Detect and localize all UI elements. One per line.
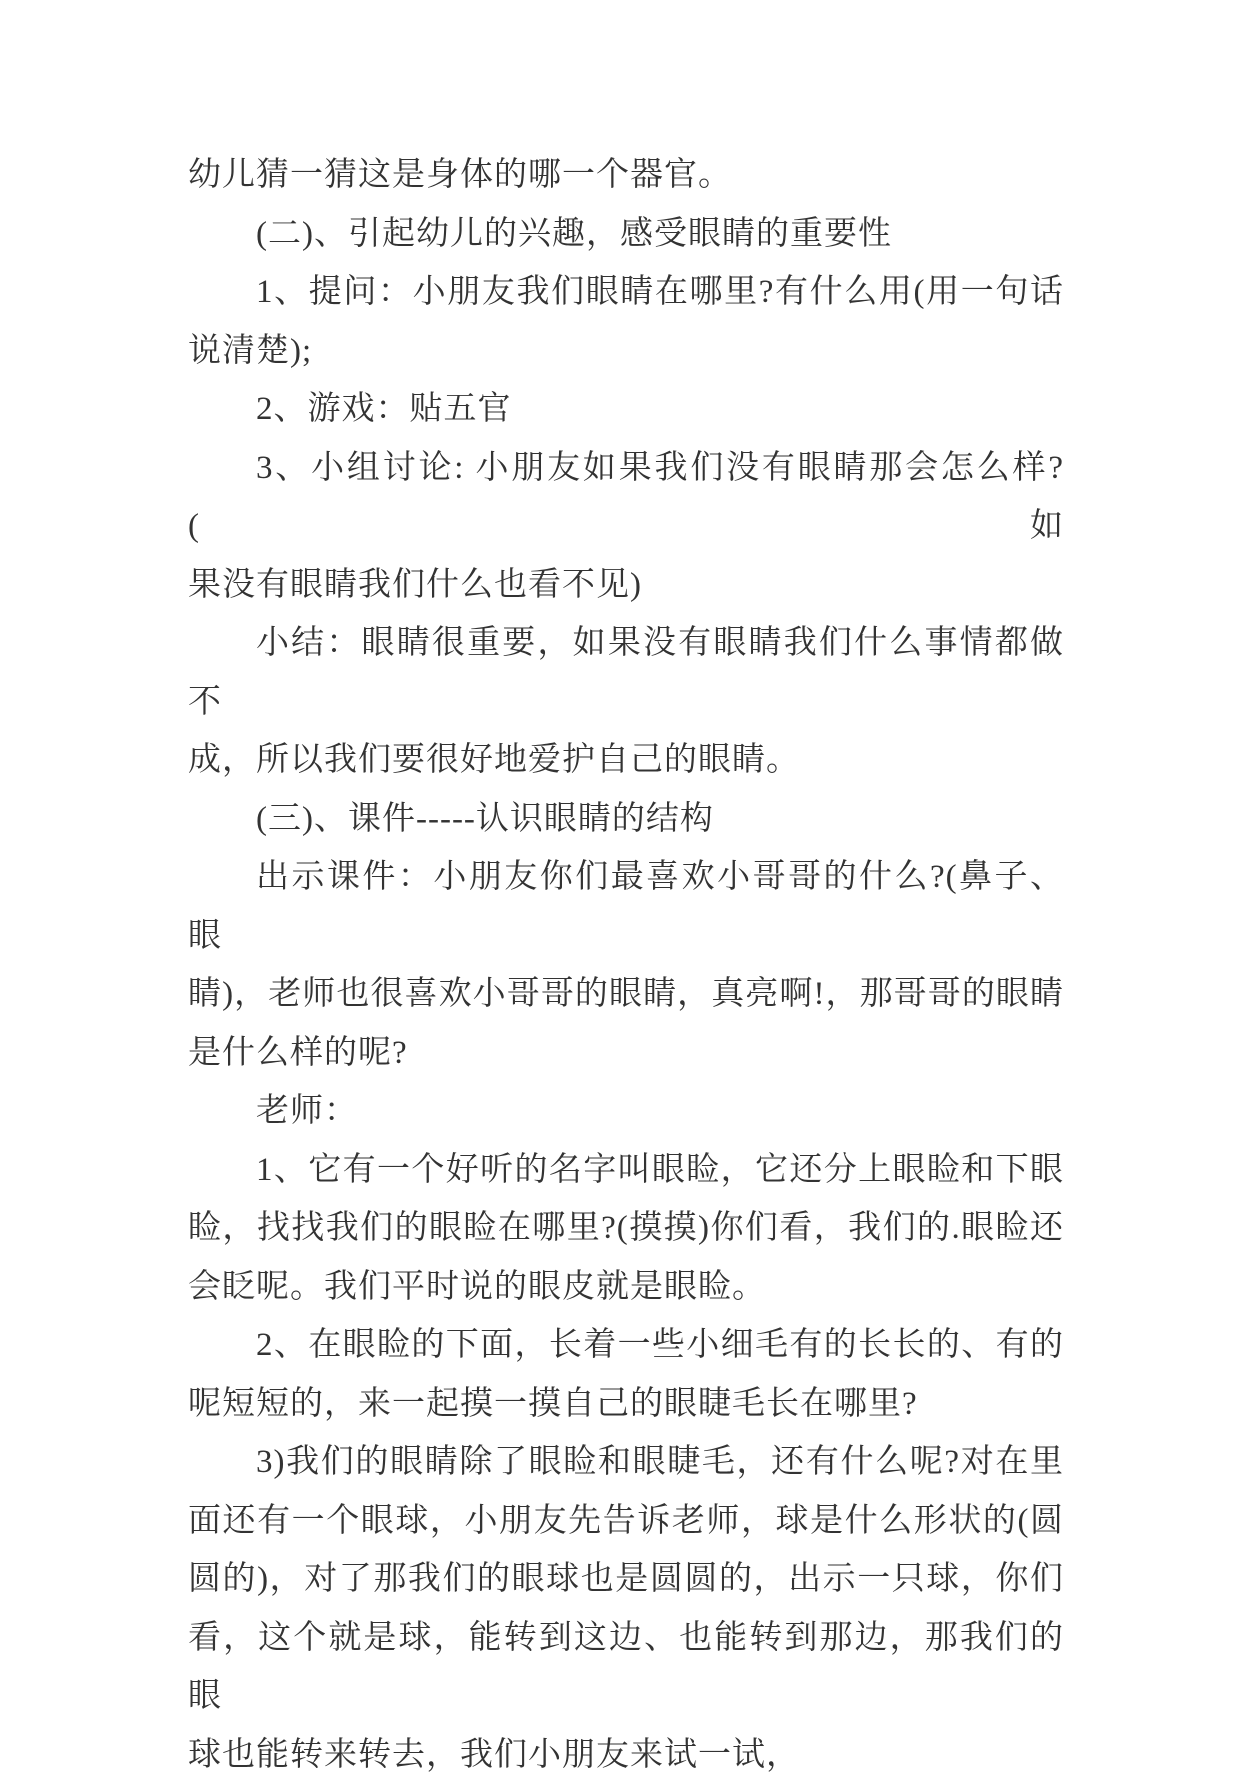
text-line: 1、它有一个好听的名字叫眼睑，它还分上眼睑和下眼 bbox=[188, 1141, 1064, 1200]
document-text-block bbox=[188, 146, 1064, 1784]
text-line: 成，所以我们要很好地爱护自己的眼睛。 bbox=[188, 731, 1064, 790]
text-line: 1、提问：小朋友我们眼睛在哪里?有什么用(用一句话 bbox=[188, 263, 1064, 322]
text-line: 果没有眼睛我们什么也看不见) bbox=[188, 556, 1064, 615]
text-line: 3)我们的眼睛除了眼睑和眼睫毛，还有什么呢?对在里 bbox=[188, 1433, 1064, 1492]
text-line: 会眨呢。我们平时说的眼皮就是眼睑。 bbox=[188, 1258, 1064, 1317]
text-line: 球也能转来转去，我们小朋友来试一试， bbox=[188, 1726, 1064, 1784]
text-line: 睑，找找我们的眼睑在哪里?(摸摸)你们看，我们的.眼睑还 bbox=[188, 1199, 1064, 1258]
text-line: 幼儿猜一猜这是身体的哪一个器官。 bbox=[188, 146, 1064, 205]
text-line: 呢短短的，来一起摸一摸自己的眼睫毛长在哪里? bbox=[188, 1375, 1064, 1434]
text-line: 2、在眼睑的下面，长着一些小细毛有的长长的、有的 bbox=[188, 1316, 1064, 1375]
text-line: 是什么样的呢? bbox=[188, 1024, 1064, 1083]
text-line: 说清楚); bbox=[188, 322, 1064, 381]
text-line: 出示课件：小朋友你们最喜欢小哥哥的什么?(鼻子、眼 bbox=[188, 848, 1064, 965]
text-line: 面还有一个眼球，小朋友先告诉老师，球是什么形状的(圆 bbox=[188, 1492, 1064, 1551]
text-line: 3、小组讨论: 小朋友如果我们没有眼睛那会怎么样?(如 bbox=[188, 439, 1064, 556]
text-line: (二)、引起幼儿的兴趣，感受眼睛的重要性 bbox=[188, 205, 1064, 264]
text-line: 圆的)，对了那我们的眼球也是圆圆的，出示一只球，你们 bbox=[188, 1550, 1064, 1609]
text-line: 老师： bbox=[188, 1082, 1064, 1141]
text-line: (三)、课件-----认识眼睛的结构 bbox=[188, 790, 1064, 849]
text-line: 看，这个就是球，能转到这边、也能转到那边，那我们的眼 bbox=[188, 1609, 1064, 1726]
text-line: 2、游戏：贴五官 bbox=[188, 380, 1064, 439]
text-line: 小结：眼睛很重要，如果没有眼睛我们什么事情都做不 bbox=[188, 614, 1064, 731]
text-line: 睛)，老师也很喜欢小哥哥的眼睛，真亮啊!，那哥哥的眼睛 bbox=[188, 965, 1064, 1024]
